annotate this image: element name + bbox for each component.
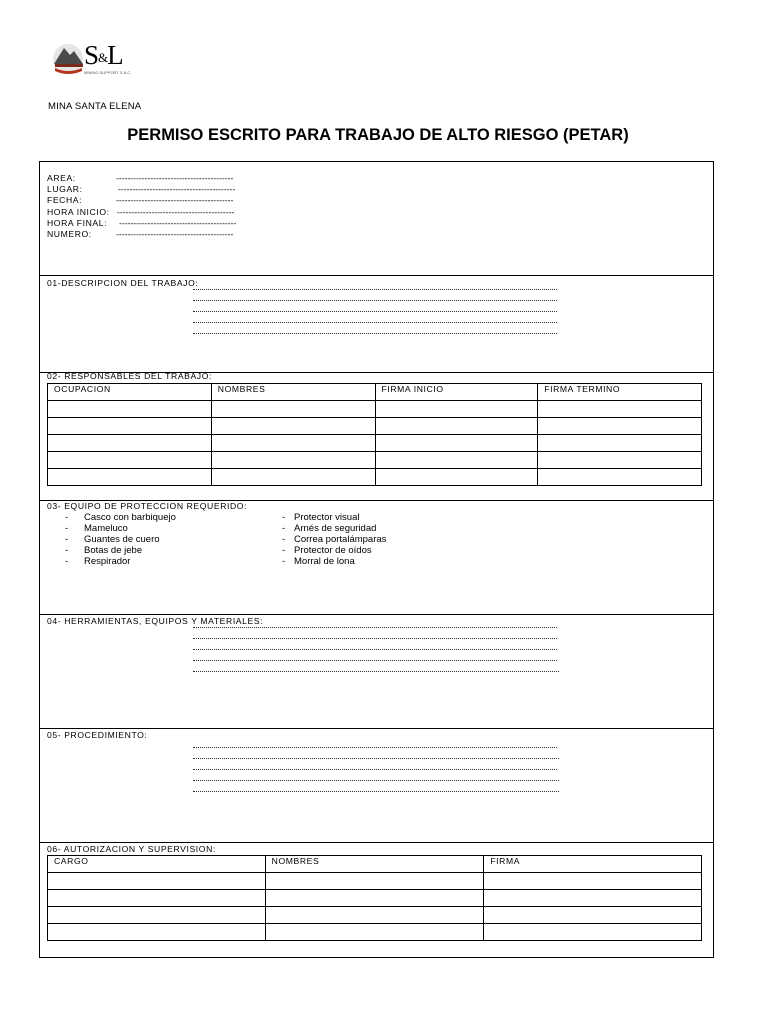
work-description-section bbox=[40, 276, 713, 373]
table-cell[interactable] bbox=[375, 418, 538, 435]
col-nombres: NOMBRES bbox=[211, 384, 375, 401]
fecha-field[interactable]: FECHA: ----------------------------------------- bbox=[47, 195, 234, 205]
table-cell[interactable] bbox=[538, 401, 702, 418]
section-01-title: 01-DESCRIPCION DEL TRABAJO: bbox=[47, 278, 199, 288]
procedure-line[interactable] bbox=[193, 781, 559, 792]
table-cell[interactable] bbox=[375, 435, 538, 452]
tools-line[interactable] bbox=[193, 639, 557, 650]
lugar-field[interactable]: LUGAR: ----------------------------------------- bbox=[47, 184, 236, 194]
company-logo bbox=[52, 40, 132, 80]
numero-field[interactable]: NUMERO: ----------------------------------------- bbox=[47, 229, 234, 239]
description-line[interactable] bbox=[193, 301, 557, 312]
table-cell[interactable] bbox=[265, 907, 484, 924]
procedure-line[interactable] bbox=[193, 737, 557, 748]
table-row bbox=[48, 469, 702, 486]
table-cell[interactable] bbox=[375, 401, 538, 418]
procedure-line[interactable] bbox=[193, 759, 557, 770]
table-cell[interactable] bbox=[211, 452, 375, 469]
table-cell[interactable] bbox=[484, 924, 702, 941]
table-row bbox=[48, 401, 702, 418]
table-cell[interactable] bbox=[48, 401, 212, 418]
table-cell[interactable] bbox=[265, 890, 484, 907]
description-line[interactable] bbox=[193, 323, 557, 334]
table-cell[interactable] bbox=[211, 401, 375, 418]
table-cell[interactable] bbox=[484, 890, 702, 907]
section-04-title: 04- HERRAMIENTAS, EQUIPOS Y MATERIALES: bbox=[47, 616, 264, 626]
mountain-logo-icon bbox=[52, 40, 86, 78]
col-ocupacion: OCUPACION bbox=[48, 384, 212, 401]
section-06-title: 06- AUTORIZACION Y SUPERVISION: bbox=[47, 844, 216, 854]
authorization-section bbox=[40, 843, 713, 957]
tools-line[interactable] bbox=[193, 628, 557, 639]
table-row bbox=[48, 924, 702, 941]
table-cell[interactable] bbox=[538, 418, 702, 435]
table-row bbox=[48, 418, 702, 435]
tools-line[interactable] bbox=[193, 661, 559, 672]
description-line[interactable] bbox=[193, 279, 557, 290]
tools-line[interactable] bbox=[193, 650, 557, 661]
table-cell[interactable] bbox=[265, 873, 484, 890]
col-firma-inicio: FIRMA INICIO bbox=[375, 384, 538, 401]
table-cell[interactable] bbox=[48, 469, 212, 486]
table-cell[interactable] bbox=[538, 452, 702, 469]
table-cell[interactable] bbox=[48, 924, 266, 941]
hora-inicio-field[interactable]: HORA INICIO: ----------------------------------------- bbox=[47, 207, 235, 217]
table-cell[interactable] bbox=[375, 469, 538, 486]
tools-section bbox=[40, 615, 713, 729]
procedure-line[interactable] bbox=[193, 748, 559, 759]
ppe-section: 03- EQUIPO DE PROTECCION REQUERIDO: - Casco con barbiquejo - Mameluco - Guantes de cuero - Botas de jebe - Respirador - Protector visual - Arnés de seguridad - Correa portalámparas - Protector de oídos - Morral de lona bbox=[40, 501, 713, 615]
section-02-title: 02- RESPONSABLES DEL TRABAJO: bbox=[47, 371, 212, 381]
table-row bbox=[48, 907, 702, 924]
responsibles-section bbox=[40, 373, 713, 501]
description-line[interactable] bbox=[193, 312, 557, 323]
table-cell[interactable] bbox=[48, 418, 212, 435]
table-cell[interactable] bbox=[48, 907, 266, 924]
table-row bbox=[48, 873, 702, 890]
col-firma-termino: FIRMA TERMINO bbox=[538, 384, 702, 401]
col-nombres: NOMBRES bbox=[265, 856, 484, 873]
tools-line[interactable] bbox=[193, 617, 557, 628]
table-cell[interactable] bbox=[375, 452, 538, 469]
col-firma: FIRMA bbox=[484, 856, 702, 873]
procedure-line[interactable] bbox=[193, 770, 559, 781]
permit-form bbox=[39, 161, 714, 958]
document-title: PERMISO ESCRITO PARA TRABAJO DE ALTO RIESGO (PETAR) bbox=[127, 126, 629, 144]
table-row bbox=[48, 435, 702, 452]
table-cell[interactable] bbox=[538, 469, 702, 486]
table-cell[interactable] bbox=[538, 435, 702, 452]
section-03-title: 03- EQUIPO DE PROTECCION REQUERIDO: bbox=[47, 501, 248, 511]
table-cell[interactable] bbox=[48, 452, 212, 469]
table-cell[interactable] bbox=[48, 873, 266, 890]
table-cell[interactable] bbox=[484, 907, 702, 924]
table-cell[interactable] bbox=[211, 435, 375, 452]
logo-wordmark: S&L bbox=[84, 40, 123, 70]
mine-name: MINA SANTA ELENA bbox=[48, 101, 142, 112]
table-cell[interactable] bbox=[484, 873, 702, 890]
table-cell[interactable] bbox=[48, 890, 266, 907]
procedure-section bbox=[40, 729, 713, 843]
responsibles-table bbox=[47, 383, 702, 486]
table-cell[interactable] bbox=[211, 469, 375, 486]
authorization-table bbox=[47, 855, 702, 941]
area-field[interactable]: AREA: ----------------------------------------- bbox=[47, 173, 234, 183]
table-row bbox=[48, 890, 702, 907]
description-line[interactable] bbox=[193, 290, 557, 301]
table-cell[interactable] bbox=[265, 924, 484, 941]
table-cell[interactable] bbox=[48, 435, 212, 452]
table-header-row bbox=[48, 856, 702, 873]
table-cell[interactable] bbox=[211, 418, 375, 435]
table-header-row bbox=[48, 384, 702, 401]
hora-final-field[interactable]: HORA FINAL: ----------------------------------------- bbox=[47, 218, 237, 228]
section-05-title: 05- PROCEDIMIENTO: bbox=[47, 730, 148, 740]
logo-tagline: MINING SUPPORT S.A.C. bbox=[84, 70, 132, 75]
general-info-section bbox=[40, 162, 713, 276]
table-row bbox=[48, 452, 702, 469]
col-cargo: CARGO bbox=[48, 856, 266, 873]
